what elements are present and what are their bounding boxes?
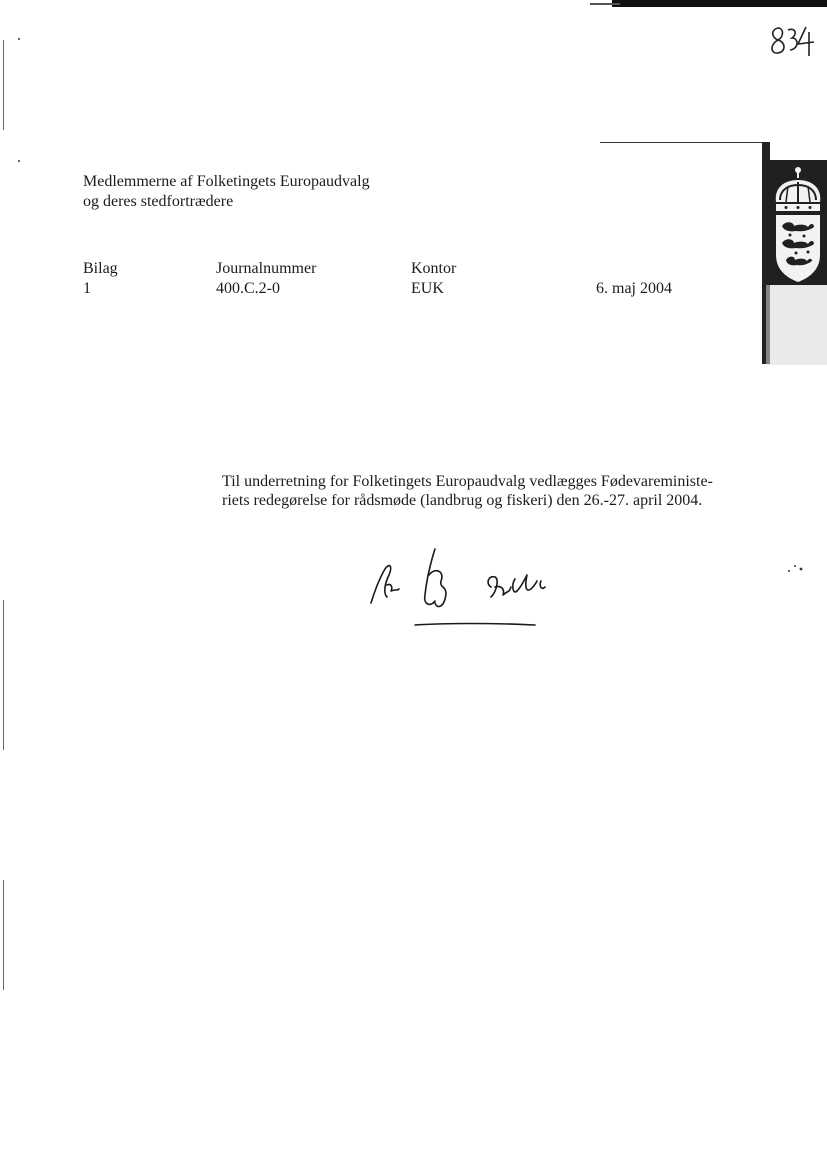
- recipient-line-2: og deres stedfortrædere: [83, 193, 234, 210]
- letterhead-rule: [600, 142, 762, 143]
- handwritten-page-number: [768, 22, 818, 62]
- body-line-1: Til underretning for Folketingets Europaudvalg vedlægges Fødevareministe-: [222, 473, 713, 490]
- scan-top-edge: [612, 0, 827, 7]
- meta-bilag-value: 1: [83, 280, 91, 297]
- document-date: 6. maj 2004: [596, 280, 672, 297]
- meta-bilag-label: Bilag: [83, 260, 118, 277]
- meta-bilag: [83, 259, 118, 299]
- scan-left-edge-line: [3, 600, 4, 750]
- body-paragraph: [222, 472, 762, 510]
- recipient-address: [83, 172, 370, 212]
- recipient-line-1: Medlemmerne af Folketingets Europaudvalg: [83, 173, 370, 190]
- scan-left-edge-line: [3, 40, 4, 130]
- meta-journal: [216, 259, 316, 299]
- meta-journal-value: 400.C.2-0: [216, 280, 280, 297]
- scan-left-edge-line: [3, 880, 4, 990]
- meta-date: [596, 279, 672, 299]
- danish-coat-of-arms-icon: [766, 160, 827, 285]
- scan-top-edge-fade: [590, 3, 620, 5]
- meta-kontor: [411, 259, 456, 299]
- scan-dot: [18, 160, 20, 162]
- handwritten-signature: [365, 545, 580, 635]
- meta-kontor-value: EUK: [411, 280, 444, 297]
- body-line-2: riets redegørelse for rådsmøde (landbrug og fiskeri) den 26.-27. april 2004.: [222, 492, 703, 509]
- scan-dot: [18, 38, 20, 40]
- meta-journal-label: Journalnummer: [216, 260, 317, 277]
- meta-kontor-label: Kontor: [411, 260, 457, 277]
- scan-marks: [786, 562, 806, 574]
- letterhead-side-shade: [766, 285, 827, 365]
